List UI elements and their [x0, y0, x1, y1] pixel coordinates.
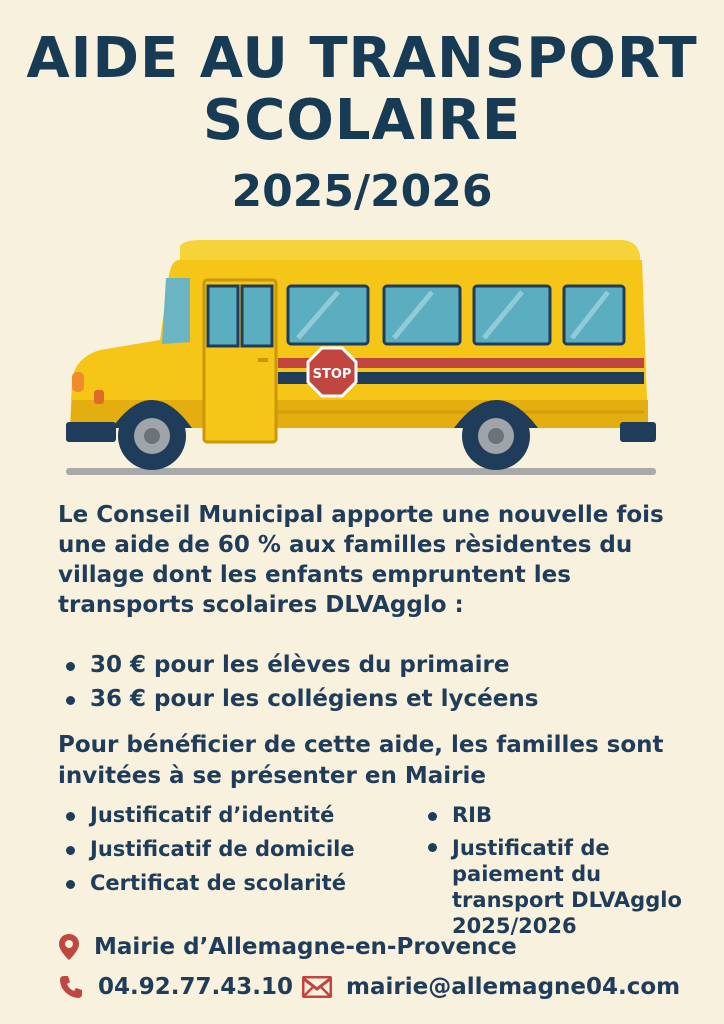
phone-number[interactable]: 04.92.77.43.10 — [98, 974, 293, 1000]
poster-year: 2025/2026 — [231, 166, 493, 217]
school-bus-illustration — [60, 232, 670, 482]
email-address[interactable]: mairie@allemagne04.com — [346, 974, 681, 1000]
contact-phone — [58, 970, 293, 1004]
address-text: Mairie d’Allemagne-en-Provence — [94, 934, 517, 960]
documents-list-right — [420, 798, 710, 939]
documents-intro: Pour bénéficier de cette aide, les familles sont invitées à se présenter en Mairie — [58, 732, 664, 789]
stop-sign-text: STOP — [312, 367, 352, 382]
aid-amounts-list — [58, 648, 698, 716]
doc-identity: Justificatif d’identité — [58, 798, 418, 832]
doc-scolarite: Certificat de scolarité — [58, 866, 418, 900]
phone-icon — [58, 974, 84, 1000]
poster-title: AIDE AU TRANSPORT SCOLAIRE — [26, 26, 698, 153]
doc-domicile: Justificatif de domicile — [58, 832, 418, 866]
aid-secondary: 36 € pour les collégiens et lycéens — [58, 682, 698, 716]
location-pin-icon — [58, 933, 80, 961]
envelope-icon — [302, 976, 332, 998]
intro-paragraph: Le Conseil Municipal apporte une nouvelle fois une aide de 60 % aux familles rèsidentes du village dont les enfants empruntent les transports scolaires DLVAgglo : — [58, 502, 664, 618]
aid-primary: 30 € pour les élèves du primaire — [58, 648, 698, 682]
contact-address — [58, 930, 517, 964]
documents-list-left — [58, 798, 418, 900]
doc-rib: RIB — [420, 798, 710, 832]
doc-transport-payment: Justificatif de paiement du transport DLVAgglo 2025/2026 — [420, 832, 692, 939]
contact-email — [302, 970, 680, 1004]
